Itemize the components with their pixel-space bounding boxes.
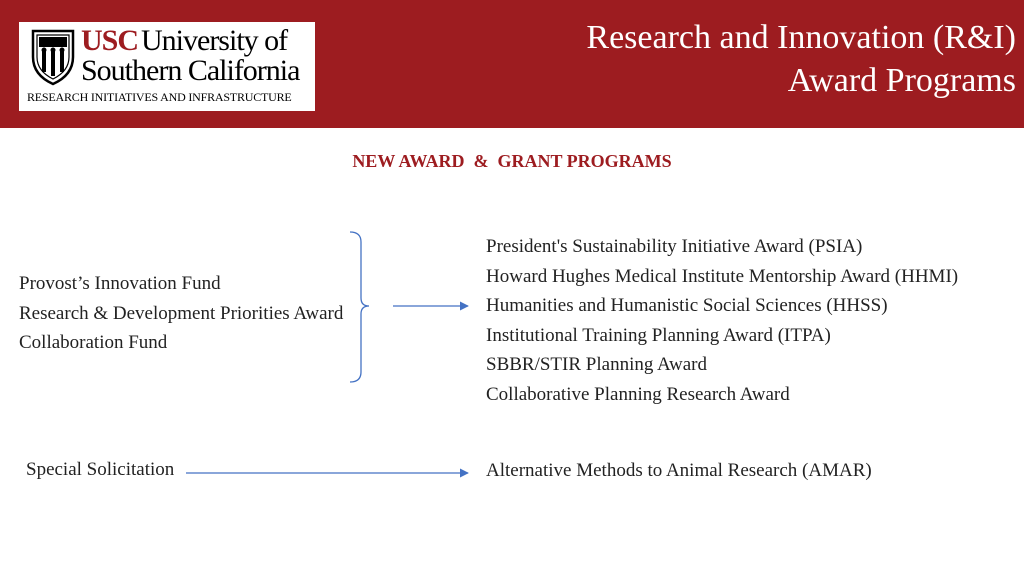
left-program-item: Research & Development Priorities Award [19,302,344,324]
logo-usc-text: USC [81,24,139,57]
section-subtitle: NEW AWARD & GRANT PROGRAMS [352,151,672,171]
left-program-item: Collaboration Fund [19,332,168,353]
logo-southern-california-text: Southern California [81,54,300,87]
left-program-item: Provost’s Innovation Fund [19,273,221,294]
right-program-item: SBBR/STIR Planning Award [486,354,708,375]
page-title-line2: Award Programs [787,62,1016,99]
logo-subtitle: RESEARCH INITIATIVES AND INFRASTRUCTURE [27,90,292,104]
right-program-item: Institutional Training Planning Award (ITPA) [486,324,831,346]
right-brace-icon [350,232,369,382]
page-title-line1: Research and Innovation (R&I) [586,19,1016,56]
logo-university-text: University of [141,24,288,57]
special-solicitation-label: Special Solicitation [26,459,175,480]
right-program-item: President's Sustainability Initiative Award (PSIA) [486,236,863,257]
right-program-item: Collaborative Planning Research Award [486,383,790,405]
right-program-item: Howard Hughes Medical Institute Mentorship Award (HHMI) [486,265,959,287]
special-result-label: Alternative Methods to Animal Research (AMAR) [486,460,872,481]
right-program-item: Humanities and Humanistic Social Sciences (HHSS) [486,295,888,316]
